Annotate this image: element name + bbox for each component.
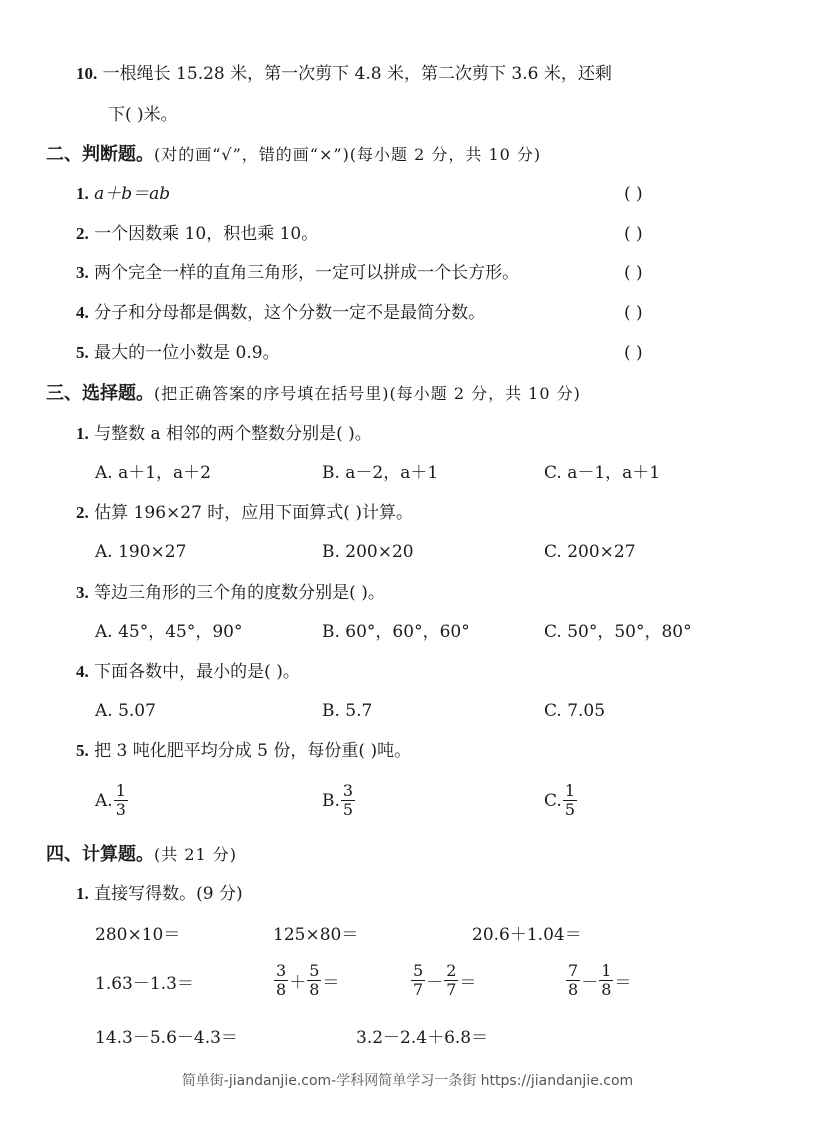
fraction-expression — [410, 962, 476, 999]
option-a[interactable]: A. 5.07 — [95, 701, 156, 721]
numerator: 7 — [568, 961, 579, 980]
calc-question-1 — [76, 883, 243, 905]
calc-expression: 14.3－5.6－4.3＝ — [95, 1028, 238, 1048]
calc-expression: 20.6＋1.04＝ — [472, 925, 582, 945]
item-number: 2. — [76, 503, 89, 522]
section-title: 四、计算题。 — [46, 844, 154, 865]
option-b[interactable]: B. 5.7 — [322, 701, 373, 721]
answer-paren[interactable]: ( ) — [624, 343, 643, 363]
numerator: 2 — [446, 961, 457, 980]
fraction-expression — [565, 962, 631, 999]
denominator: 8 — [309, 980, 320, 999]
item-number: 2. — [76, 224, 89, 243]
item-text: 最大的一位小数是 0.9。 — [94, 343, 280, 363]
choice-question-4 — [76, 661, 300, 683]
calc-expression: 1.63－1.3＝ — [95, 974, 194, 994]
fraction — [307, 962, 321, 999]
operator: － — [581, 973, 599, 993]
item-text: 一个因数乘 10，积也乘 10。 — [94, 224, 319, 244]
numerator: 3 — [276, 961, 287, 980]
question-10-continuation — [108, 104, 178, 126]
fraction — [444, 962, 458, 999]
option-c[interactable]: C. 200×27 — [544, 542, 636, 562]
fraction — [114, 782, 128, 819]
option-label: B. — [322, 790, 340, 811]
item-text: 下面各数中，最小的是( )。 — [94, 662, 300, 682]
calc-expression: 125×80＝ — [273, 925, 359, 945]
option-b[interactable]: B. a－2，a＋1 — [322, 463, 439, 483]
option-a[interactable]: A. 45°，45°，90° — [95, 622, 243, 642]
option-b[interactable]: B. 200×20 — [322, 542, 414, 562]
option-a[interactable]: A. a＋1，a＋2 — [95, 463, 211, 483]
section-title: 三、选择题。 — [46, 383, 154, 404]
calc-expression: 3.2－2.4＋6.8＝ — [356, 1028, 489, 1048]
operator: － — [426, 973, 444, 993]
numerator: 1 — [564, 781, 575, 800]
numerator: 5 — [413, 961, 424, 980]
numerator: 1 — [115, 781, 126, 800]
option-a[interactable]: A. 190×27 — [95, 542, 187, 562]
answer-paren[interactable]: ( ) — [624, 263, 643, 283]
section-3-header — [46, 383, 581, 405]
fraction — [411, 962, 425, 999]
option-b[interactable] — [322, 782, 356, 819]
fraction — [341, 782, 355, 819]
item-number: 4. — [76, 662, 89, 681]
item-text: 两个完全一样的直角三角形，一定可以拼成一个长方形。 — [94, 263, 520, 283]
choice-question-2 — [76, 502, 413, 524]
answer-blank-text: 下( )米。 — [108, 105, 178, 125]
denominator: 8 — [568, 980, 579, 999]
judge-item-2 — [76, 223, 318, 245]
fraction — [599, 962, 613, 999]
question-10 — [76, 63, 612, 85]
fraction — [274, 962, 288, 999]
option-c[interactable]: C. 50°，50°，80° — [544, 622, 692, 642]
answer-paren[interactable]: ( ) — [624, 184, 643, 204]
judge-item-4 — [76, 302, 485, 324]
option-c[interactable] — [544, 782, 578, 819]
judge-item-5 — [76, 342, 280, 364]
equals: ＝ — [322, 973, 340, 993]
section-4-header — [46, 844, 237, 866]
section-2-header — [46, 144, 541, 166]
answer-paren[interactable]: ( ) — [624, 224, 643, 244]
judge-item-1 — [76, 183, 170, 205]
denominator: 8 — [276, 980, 287, 999]
watermark-footer: 简单街-jiandanjie.com-学科网简单学习一条街 https://jiandanjie.com — [181, 1073, 634, 1089]
section-note: (共 21 分) — [154, 845, 238, 864]
denominator: 8 — [601, 980, 612, 999]
option-label: A. — [95, 790, 113, 811]
item-text: 分子和分母都是偶数，这个分数一定不是最简分数。 — [94, 303, 486, 323]
item-text: 等边三角形的三个角的度数分别是( )。 — [94, 583, 385, 603]
item-text: 把 3 吨化肥平均分成 5 份，每份重( )吨。 — [94, 741, 412, 761]
numerator: 1 — [601, 961, 612, 980]
item-number: 5. — [76, 343, 89, 362]
numerator: 3 — [342, 781, 354, 800]
question-text: 一根绳长 15.28 米，第一次剪下 4.8 米，第二次剪下 3.6 米，还剩 — [102, 64, 612, 84]
section-note: (对的画“√”，错的画“×”)(每小题 2 分，共 10 分) — [154, 145, 542, 164]
option-c[interactable]: C. 7.05 — [544, 701, 606, 721]
choice-question-3 — [76, 582, 385, 604]
choice-question-5 — [76, 740, 411, 762]
answer-paren[interactable]: ( ) — [624, 303, 643, 323]
item-number: 1. — [76, 424, 89, 443]
item-number: 1. — [76, 184, 89, 203]
denominator: 3 — [115, 800, 126, 819]
item-number: 5. — [76, 741, 89, 760]
item-text: a＋b＝ab — [94, 184, 171, 204]
item-text: 直接写得数。(9 分) — [94, 884, 243, 904]
section-note: (把正确答案的序号填在括号里)(每小题 2 分，共 10 分) — [154, 384, 581, 403]
choice-question-1 — [76, 423, 372, 445]
item-number: 3. — [76, 263, 89, 282]
option-b[interactable]: B. 60°，60°，60° — [322, 622, 470, 642]
item-number: 1. — [76, 884, 89, 903]
option-label: C. — [544, 790, 562, 811]
option-c[interactable]: C. a－1，a＋1 — [544, 463, 661, 483]
denominator: 5 — [342, 800, 354, 819]
item-number: 4. — [76, 303, 89, 322]
numerator: 5 — [309, 961, 320, 980]
item-text: 与整数 a 相邻的两个整数分别是( )。 — [94, 424, 372, 444]
denominator: 7 — [413, 980, 424, 999]
calc-expression: 280×10＝ — [95, 925, 181, 945]
equals: ＝ — [459, 973, 477, 993]
fraction-expression — [273, 962, 339, 999]
item-text: 估算 196×27 时，应用下面算式( )计算。 — [94, 503, 413, 523]
denominator: 7 — [446, 980, 457, 999]
operator: ＋ — [289, 973, 307, 993]
fraction — [566, 962, 580, 999]
judge-item-3 — [76, 262, 519, 284]
equals: ＝ — [614, 973, 632, 993]
question-number: 10. — [76, 64, 98, 83]
fraction — [563, 782, 577, 819]
denominator: 5 — [564, 800, 575, 819]
option-a[interactable] — [95, 782, 129, 819]
section-title: 二、判断题。 — [46, 144, 154, 165]
item-number: 3. — [76, 583, 89, 602]
